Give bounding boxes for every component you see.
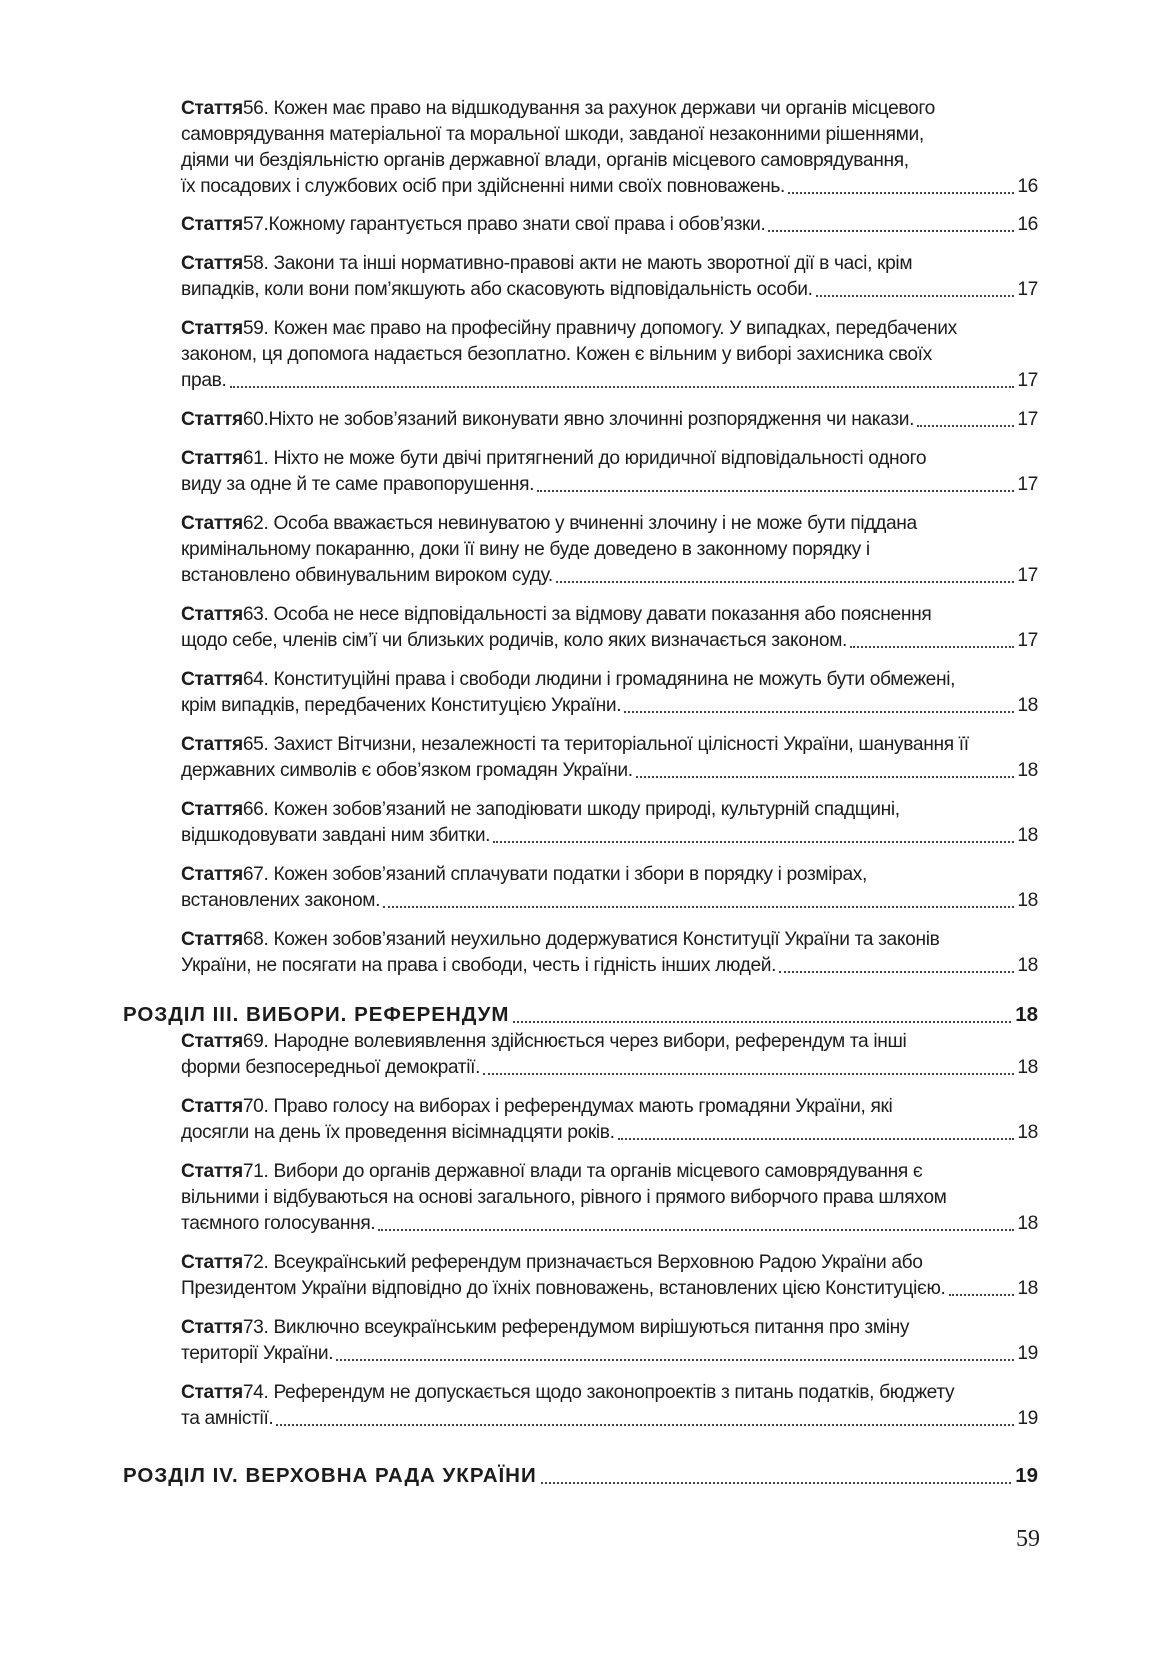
article-text: законом, ця допомога надається безоплатно. Кожен є вільним у виборі захисника своїх [181,344,932,365]
entry-line [181,888,1038,914]
entry-line: Стаття68. Кожен зобов’язаний неухильно додержуватися Конституції України та законів [181,929,940,950]
dot-leader [513,1021,1011,1023]
article-label: Стаття [181,1252,243,1273]
article-number: 65 [242,734,264,755]
article-number: 71 [242,1161,264,1182]
article-text: Кожен зобов’язаний не заподіювати шкоду природі, культурній спадщині, [273,799,900,820]
article-label: Стаття [181,864,243,885]
article-number: 74 [242,1382,264,1403]
dot-leader [779,971,1014,973]
article-page: 17 [1017,279,1038,300]
entry-line [181,953,1038,979]
toc-entry-article-68[interactable] [181,927,1038,979]
toc-entry-article-60[interactable] [181,407,1038,433]
article-label: Стаття [181,253,243,274]
dot-leader [537,490,1014,492]
article-text: Референдум не допускається щодо законопроектів з питань податків, бюджету [273,1382,955,1403]
toc-entry-article-74[interactable] [181,1380,1038,1432]
article-text: Кожен зобов’язаний неухильно додержуватися Конституції України та законів [273,929,940,950]
toc-entry-article-63[interactable] [181,602,1038,654]
article-text: випадків, коли вони пом’якшують або скасовують відповідальність особи. [181,279,813,300]
article-text: Всеукраїнський референдум призначається Верховною Радою України або [273,1252,923,1273]
toc-entry-article-73[interactable] [181,1315,1038,1367]
entry-line: Стаття69. Народне волевиявлення здійснюється через вибори, референдум та інші [181,1031,907,1052]
entry-line: Стаття58. Закони та інші нормативно-правові акти не мають зворотної дії в часі, крім [181,253,913,274]
dot-leader [483,1073,1014,1075]
dot-leader [493,841,1014,843]
toc-entry-article-70[interactable] [181,1094,1038,1146]
article-label: Стаття [181,1317,243,1338]
entry-line [181,472,1038,498]
article-label: Стаття [181,214,243,235]
table-of-contents [123,96,1038,1490]
dot-leader [768,230,1014,232]
article-text: крім випадків, передбачених Конституцією України. [181,695,622,716]
article-label: Стаття [181,513,243,534]
article-page: 16 [1017,214,1038,235]
article-text: Народне волевиявлення здійснюється через вибори, референдум та інші [273,1031,907,1052]
toc-entry-article-64[interactable] [181,667,1038,719]
section-4-page: 19 [1015,1464,1038,1487]
article-text: Конституційні права і свободи людини і громадянина не можуть бути обмежені, [273,669,956,690]
dot-leader [541,1482,1011,1484]
article-label: Стаття [181,318,243,339]
toc-entry-article-66[interactable] [181,797,1038,849]
article-text: встановлених законом. [181,890,381,911]
article-text: Кожен має право на відшкодування за рахунок держави чи органів місцевого [273,98,935,119]
toc-entry-article-59[interactable] [181,316,1038,394]
entry-line [181,537,1038,563]
article-page: 19 [1017,1408,1038,1429]
entry-line: Стаття62. Особа вважається невинуватою у вчиненні злочину і не може бути піддана [181,513,917,534]
article-number: 67 [242,864,264,885]
article-text: кримінальному покаранню, доки її вину не буде доведено в законному порядку і [181,539,870,560]
entry-line [181,148,1038,174]
article-text: Особа не несе відповідальності за відмову давати показання або пояснення [273,604,932,625]
article-page: 18 [1017,1122,1038,1143]
entry-line: Стаття73. Виключно всеукраїнським референдумом вирішуються питання про зміну [181,1317,910,1338]
article-text: України, не посягати на права і свободи, честь і гідність інших людей. [181,955,777,976]
dot-leader [556,581,1014,583]
toc-entry-article-57[interactable] [181,212,1038,238]
toc-entry-article-65[interactable] [181,732,1038,784]
article-page: 18 [1017,1057,1038,1078]
article-number: 56 [242,98,264,119]
article-text: самоврядування матеріальної та моральної шкоди, завданої незаконними рішеннями, [181,124,924,145]
section-3-title: РОЗДІЛ III. ВИБОРИ. РЕФЕРЕНДУМ [123,1003,510,1026]
article-number: 66 [242,799,264,820]
dot-leader [624,711,1014,713]
article-number: 62 [242,513,264,534]
article-text: Президентом України відповідно до їхніх повноважень, встановлених цією Конституцією. [181,1278,946,1299]
article-number: 69 [242,1031,264,1052]
article-text: вільними і відбуваються на основі загального, рівного і прямого виборчого права шляхом [181,1187,947,1208]
article-text: та амністії. [181,1408,274,1429]
article-label: Стаття [181,98,243,119]
article-text: Закони та інші нормативно-правові акти не мають зворотної дії в часі, крім [273,253,913,274]
article-number: 61 [242,448,264,469]
article-label: Стаття [181,1382,243,1403]
entry-line [181,563,1038,589]
entry-line: Стаття59. Кожен має право на професійну правничу допомогу. У випадках, передбачених [181,318,957,339]
section-4-title: РОЗДІЛ IV. ВЕРХОВНА РАДА УКРАЇНИ [123,1464,537,1487]
article-number: 73 [242,1317,264,1338]
toc-entry-article-69[interactable] [181,1029,1038,1081]
dot-leader [336,1359,1014,1361]
article-page: 18 [1017,890,1038,911]
article-text: діями чи бездіяльністю органів державної влади, органів місцевого самоврядування, [181,150,909,171]
toc-entry-article-56[interactable] [181,96,1038,200]
article-number: 58 [242,253,264,274]
entry-line: Стаття65. Захист Вітчизни, незалежності та територіальної цілісності України, шанування її [181,734,969,755]
article-number: 68 [242,929,264,950]
article-number: 59 [242,318,264,339]
toc-entry-article-62[interactable] [181,511,1038,589]
toc-entry-article-72[interactable] [181,1250,1038,1302]
entry-line [181,1185,1038,1211]
entry-line [181,823,1038,849]
entry-line [181,628,1038,654]
article-text: Право голосу на виборах і референдумах мають громадяни України, які [273,1096,893,1117]
article-text: щодо себе, членів сім’ї чи близьких родичів, коло яких визначається законом. [181,630,848,651]
article-text: Особа вважається невинуватою у вчиненні злочину і не може бути піддана [273,513,917,534]
entry-line: Стаття 60 . Ніхто не зобов’язаний виконувати явно злочинні розпорядження чи накази. 17 [181,407,1038,433]
article-text: Захист Вітчизни, незалежності та територіальної цілісності України, шанування її [273,734,969,755]
section-4-heading[interactable] [123,1462,1038,1490]
article-text: Кожен зобов’язаний сплачувати податки і збори в порядку і розмірах, [273,864,868,885]
article-label: Стаття [181,669,243,690]
article-label: Стаття [181,409,243,430]
toc-entry-article-67[interactable] [181,862,1038,914]
articles-69-74 [123,1029,1038,1432]
entry-line [181,693,1038,719]
dot-leader [850,646,1014,648]
article-page: 17 [1017,630,1038,651]
entry-line: Стаття61. Ніхто не може бути двічі притягнений до юридичної відповідальності одного [181,448,927,469]
entry-line: Стаття66. Кожен зобов’язаний не заподіювати шкоду природі, культурній спадщині, [181,799,900,820]
entry-line: Стаття70. Право голосу на виборах і референдумах мають громадяни України, які [181,1096,893,1117]
article-page: 18 [1017,825,1038,846]
entry-line: Стаття63. Особа не несе відповідальності за відмову давати показання або пояснення [181,604,932,625]
dot-leader [636,776,1015,778]
article-text: встановлено обвинувальним вироком суду. [181,565,553,586]
entry-line [181,174,1038,200]
entry-line: Стаття71. Вибори до органів державної влади та органів місцевого самоврядування є [181,1161,923,1182]
article-label: Стаття [181,448,243,469]
toc-entry-article-58[interactable] [181,251,1038,303]
article-number: 72 [242,1252,264,1273]
article-text: форми безпосередньої демократії. [181,1057,481,1078]
entry-line [181,1341,1038,1367]
article-text: відшкодовувати завдані ним збитки. [181,825,491,846]
article-page: 18 [1017,955,1038,976]
dot-leader [383,906,1014,908]
entry-line [181,1120,1038,1146]
entry-line [181,1211,1038,1237]
article-page: 16 [1017,176,1038,197]
entry-line: Стаття56. Кожен має право на відшкодування за рахунок держави чи органів місцевого [181,98,935,119]
article-page: 18 [1017,1213,1038,1234]
dot-leader [230,386,1015,388]
article-label: Стаття [181,1161,243,1182]
articles-56-68 [123,96,1038,979]
article-label: Стаття [181,799,243,820]
toc-entry-article-61[interactable] [181,446,1038,498]
entry-line [181,342,1038,368]
article-text: їх посадових і службових осіб при здійсненні ними своїх повноважень. [181,176,786,197]
article-text: прав. [181,370,227,391]
article-text: виду за одне й те саме правопорушення. [181,474,535,495]
article-number: 60 [242,409,264,430]
article-text: досягли на день їх проведення вісімнадцяти років. [181,1122,615,1143]
article-label: Стаття [181,929,243,950]
article-number: 63 [242,604,264,625]
entry-line [181,122,1038,148]
section-3-heading[interactable] [123,1001,1038,1029]
article-text: таємного голосування. [181,1213,376,1234]
article-label: Стаття [181,1031,243,1052]
entry-line [181,277,1038,303]
entry-line [181,758,1038,784]
entry-line: Стаття 57 . Кожному гарантується право знати свої права і обов’язки. 16 [181,212,1038,238]
entry-line: Стаття72. Всеукраїнський референдум призначається Верховною Радою України або [181,1252,923,1273]
page-number: 59 [1016,1526,1040,1552]
article-page: 19 [1017,1343,1038,1364]
dot-leader [378,1229,1014,1231]
dot-leader [788,192,1014,194]
article-text: Ніхто не зобов’язаний виконувати явно злочинні розпорядження чи накази. [268,409,915,430]
entry-line: Стаття67. Кожен зобов’язаний сплачувати податки і збори в порядку і розмірах, [181,864,868,885]
article-page: 18 [1017,695,1038,716]
article-text: Вибори до органів державної влади та органів місцевого самоврядування є [273,1161,923,1182]
dot-leader [917,425,1014,427]
dot-leader [276,1424,1014,1426]
article-page: 17 [1017,474,1038,495]
article-text: території України. [181,1343,334,1364]
article-page: 17 [1017,370,1038,391]
article-number: 57 [242,214,264,235]
dot-leader [816,295,1015,297]
article-text: державних символів є обов’язком громадян України. [181,760,633,781]
article-number: 70 [242,1096,264,1117]
entry-line: Стаття64. Конституційні права і свободи людини і громадянина не можуть бути обмежені, [181,669,956,690]
dot-leader [949,1294,1015,1296]
article-text: Виключно всеукраїнським референдумом вирішуються питання про зміну [273,1317,910,1338]
entry-line: Стаття74. Референдум не допускається щодо законопроектів з питань податків, бюджету [181,1382,955,1403]
article-page: 17 [1017,565,1038,586]
article-number: 64 [242,669,264,690]
article-page: 18 [1017,760,1038,781]
entry-line [181,1055,1038,1081]
section-3-page: 18 [1015,1003,1038,1026]
article-page: 17 [1017,409,1038,430]
entry-line [181,368,1038,394]
article-label: Стаття [181,604,243,625]
article-page: 18 [1017,1278,1038,1299]
article-text: Кожному гарантується право знати свої права і обов’язки. [268,214,766,235]
toc-entry-article-71[interactable] [181,1159,1038,1237]
article-label: Стаття [181,1096,243,1117]
dot-leader [618,1138,1015,1140]
article-text: Ніхто не може бути двічі притягнений до юридичної відповідальності одного [273,448,927,469]
entry-line [181,1406,1038,1432]
article-text: Кожен має право на професійну правничу допомогу. У випадках, передбачених [273,318,957,339]
article-label: Стаття [181,734,243,755]
entry-line [181,1276,1038,1302]
